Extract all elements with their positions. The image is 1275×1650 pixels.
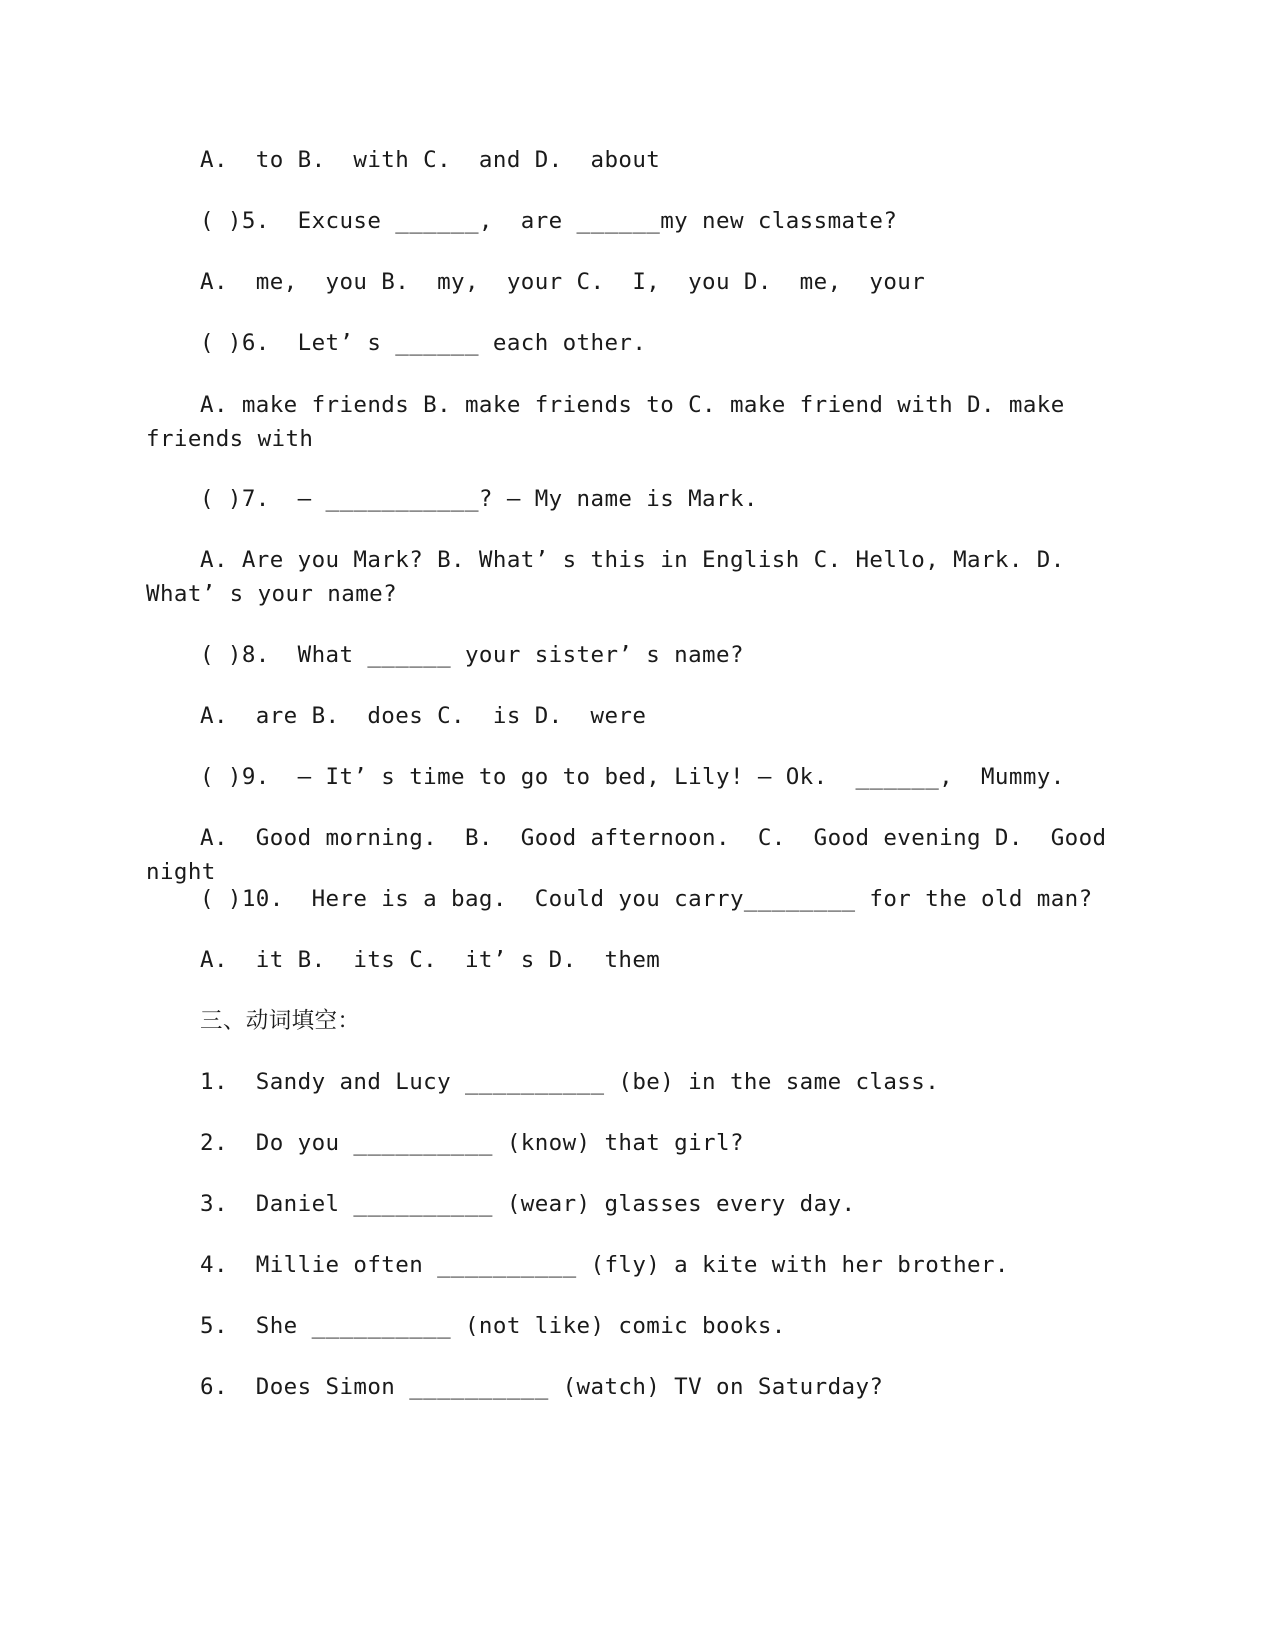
question-6: ( )6. Let’ s ______ each other.: [200, 330, 647, 356]
q4-options: A. to B. with C. and D. about: [200, 147, 661, 173]
q8-options: A. are B. does C. is D. were: [200, 703, 647, 729]
question-10: ( )10. Here is a bag. Could you carry________ for the old man?: [200, 886, 1093, 912]
q9-options: A. Good morning. B. Good afternoon. C. Good evening D. Good night: [146, 825, 1121, 885]
question-8: ( )8. What ______ your sister’ s name?: [200, 642, 744, 668]
question-7: ( )7. — ___________? — My name is Mark.: [200, 486, 758, 512]
verb-item-3: 3. Daniel __________ (wear) glasses every day.: [200, 1191, 856, 1217]
verb-item-4: 4. Millie often __________ (fly) a kite with her brother.: [200, 1252, 1009, 1278]
verb-item-2: 2. Do you __________ (know) that girl?: [200, 1130, 744, 1156]
section-heading: 三、动词填空：: [200, 1008, 361, 1034]
verb-item-5: 5. She __________ (not like) comic books.: [200, 1313, 786, 1339]
question-9: ( )9. — It’ s time to go to bed, Lily! — Ok. ______, Mummy.: [200, 764, 1065, 790]
q10-options: A. it B. its C. it’ s D. them: [200, 947, 661, 973]
q5-options: A. me, you B. my, your C. I, you D. me, your: [200, 269, 926, 295]
verb-item-1: 1. Sandy and Lucy __________ (be) in the same class.: [200, 1069, 940, 1095]
q7-options: A. Are you Mark? B. What’ s this in English C. Hello, Mark. D. What’ s your name?: [146, 547, 1079, 607]
verb-item-6: 6. Does Simon __________ (watch) TV on Saturday?: [200, 1374, 884, 1400]
question-5: ( )5. Excuse ______, are ______my new classmate?: [200, 208, 898, 234]
q6-options: A. make friends B. make friends to C. make friend with D. make friends with: [146, 392, 1079, 452]
